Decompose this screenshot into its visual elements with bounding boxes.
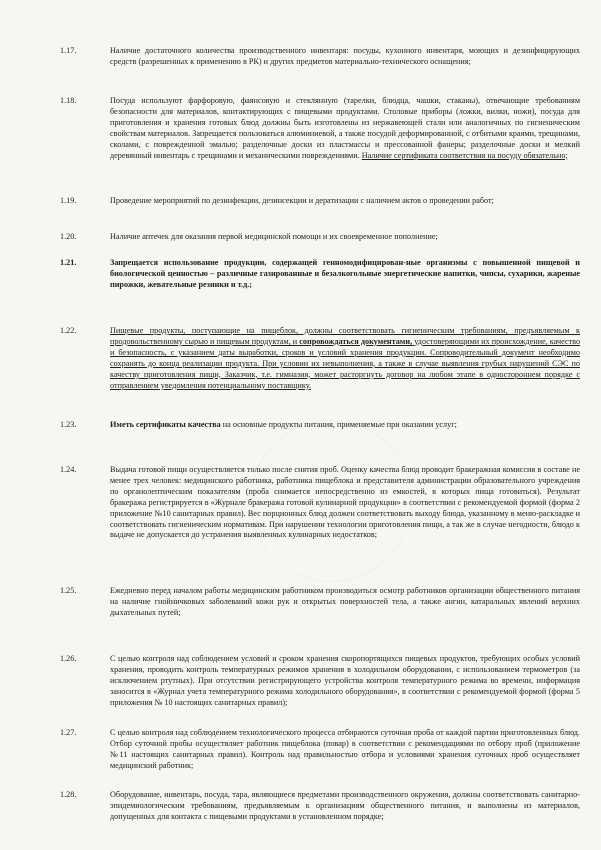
item-1-28 bbox=[60, 790, 580, 823]
item-number: 1.20. bbox=[60, 232, 77, 241]
item-1-22 bbox=[60, 326, 581, 391]
item-1-25 bbox=[60, 586, 580, 619]
item-number: 1.17. bbox=[60, 46, 77, 55]
item-text: С целью контроля над соблюдением технологического процесса отбираются суточная проба от каждой партии приготовленных блюд. Отбор суточной пробы осуществляет работник пищеблока (повар) в соответствии с рекомендациями по отбору проб (приложение №11 настоящих санитарных правил). Контроль над правильностью отбора и условиями хранения суточных проб осуществляет медицинский работник; bbox=[110, 728, 580, 770]
item-1-21 bbox=[60, 258, 580, 291]
item-1-24 bbox=[60, 465, 580, 541]
item-number: 1.18. bbox=[60, 96, 77, 105]
item-number: 1.19. bbox=[60, 196, 77, 205]
item-1-26 bbox=[60, 654, 580, 709]
item-1-19 bbox=[60, 196, 580, 207]
item-number: 1.23. bbox=[60, 420, 77, 429]
item-text: Наличие аптечек для оказания первой медицинской помощи и их своевременное пополнение; bbox=[110, 232, 438, 241]
item-number: 1.25. bbox=[60, 586, 77, 595]
item-text: на основные продукты питания, применяемые при оказании услуг; bbox=[222, 420, 457, 429]
item-text: С целью контроля над соблюдением условий и сроком хранения скоропортящихся пищевых продуктов, требующих особых условий хранения, проводить контроль температурных режимов хранения в холодильном оборудовании, с использованием термометров (за исключением ртутных). При отсутствии регистрирующего устройства контроля температурного режима во времени, информация заносится в «Журнал учета температурного режима холодильного оборудования», в соответствии с рекомендуемой формой (форма 5 приложения № 10 настоящих санитарных правил); bbox=[110, 654, 580, 707]
item-text: Оборудование, инвентарь, посуда, тара, являющиеся предметами производственного окружения, должны соответствовать санитарно-эпидемиологическим требованиям, предъявляемым к организациям общественного питания, и выполнены из материалов, допущенных для контакта с пищевыми продуктами в установленном порядке; bbox=[110, 790, 580, 821]
item-number: 1.27. bbox=[60, 728, 77, 737]
item-1-20 bbox=[60, 232, 580, 243]
item-number: 1.22. bbox=[60, 326, 77, 335]
item-text: Выдача готовой пищи осуществляется только после снятия проб. Оценку качества блюд проводит бракеражная комиссия в составе не менее трех человек: медицинского работника, работника пищеблока и представителя администрации образовательного учреждения по органолептическим показателям (проба снимается непосредственно из емкостей, в которых пища готовиться). Результат бракеража регистрируется в «Журнале бракеража готовой кулинарной продукции» в соответствии с рекомендуемой формой (форма 2 приложение №10 санитарных правил). Вес порционных блюд должен соответствовать выходу блюда, указанному в меню-раскладке и соответствовать гигиеническим нормативам. При нарушении технологии приготовления пищи, а так же в случае негодности, блюдо к выдаче не допускается до устранения выявленных кулинарных недостатков; bbox=[110, 465, 580, 540]
item-text-underlined: Наличие сертификата соответствия на посуду обязательно; bbox=[361, 150, 568, 160]
item-1-23 bbox=[60, 420, 580, 431]
item-1-17 bbox=[60, 46, 580, 68]
item-number: 1.21. bbox=[60, 258, 77, 267]
item-text: Запрещается использование продукции, содержащей генномодифицирован-ные организмы с повышенной пищевой и биологической ценностью – различные газированные и безалкогольные энергетические напитки, чипсы, сухарики, жареные пирожки, жевательные резинки и т.д.; bbox=[110, 258, 580, 289]
item-number: 1.28. bbox=[60, 790, 77, 799]
item-number: 1.26. bbox=[60, 654, 77, 663]
item-text-bold: Иметь сертификаты качества bbox=[110, 420, 221, 429]
item-text: Посуда используют фарфоровую, фаянсовую и стеклянную (тарелки, блюдца, чашки, стаканы), отвечающие требованиям безопасности для материалов, контактирующих с пищевыми продуктами. Столовые приборы (ложки, вилки, ножи), посуда для приготовления и хранения готовых блюд должны быть изготовлены из нержавеющей стали или аналогичных по гигиеническим свойствам материалов. Запрещается пользоваться алюминиевой, а также посудой деформированной, с отбитыми краями, трещинами, сколами, с поврежденной эмалью; разделочные доски из пластмассы и прессованной фанеры; разделочные доски и мелкий деревянный инвентарь с трещинами и механическими повреждениями. bbox=[110, 96, 580, 160]
item-text-cont: удостоверяющими их происхождение, качество и безопасность, с указанием даты выработки, сроков и условий хранения продукции. Сопроводительный документ необходимо сохранять до конца реализации продукта. При условии их невыполнения, а также в случае выявления грубых нарушений СЭС по качеству приготовления пищи, Заказчик, т.е. гимназия, может расторгнуть договор на любом этапе в одностороннем порядке с отправлением уведомления потенциальному поставщику. bbox=[110, 336, 581, 390]
item-1-18 bbox=[60, 96, 580, 161]
item-text: Пищевые продукты, поступающие на пищеблок, должны соответствовать гигиеническим требованиям, предъявляемым к продовольственному сырью и пищевым продуктам, и bbox=[110, 326, 580, 346]
item-text: Ежедневно перед началом работы медицинским работником производиться осмотр работников организации общественного питания на наличие гнойничковых заболеваний кожи рук и открытых поверхностей тела, а также ангин, катаральных явлений верхних дыхательных путей; bbox=[110, 586, 580, 617]
item-number: 1.24. bbox=[60, 465, 77, 474]
item-text-bold: сопровождаться документами, bbox=[299, 336, 413, 346]
item-text: Проведение мероприятий по дезинфекции, дезинсекции и дератизации с наличием актов о проведении работ; bbox=[110, 196, 494, 205]
item-1-27 bbox=[60, 728, 580, 772]
item-text: Наличие достаточного количества производственного инвентаря: посуды, кухонного инвентаря, моющих и дезинфицирующих средств (разрешенных к применению в РК) и других предметов материально-технического оснащения; bbox=[110, 46, 580, 66]
